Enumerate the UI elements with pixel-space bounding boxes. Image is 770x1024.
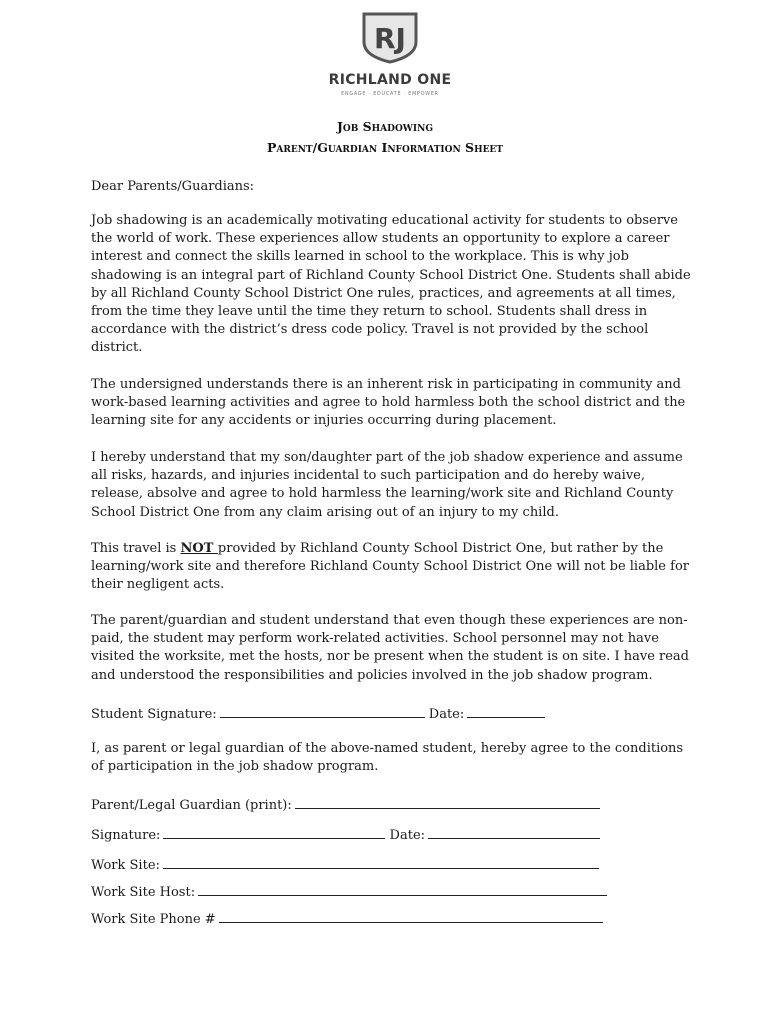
rj-shield-icon bbox=[360, 12, 420, 64]
paragraph-understanding: The parent/guardian and student understand that even though these experiences are non-paid, the student may perform work-related activities. School personnel may not have visited the worksite, met the hosts, nor be present when the student is on site. I have read and understood the responsibilities and policies involved in the job shadow program. bbox=[91, 613, 690, 683]
student-date-label: Date: bbox=[428, 707, 465, 722]
greeting: Dear Parents/Guardians: bbox=[91, 179, 255, 194]
work-site-host-label: Work Site Host: bbox=[91, 885, 196, 900]
work-site-phone-line[interactable] bbox=[219, 909, 603, 923]
travel-text-pre: This travel is bbox=[91, 541, 181, 556]
guardian-print-label: Parent/Legal Guardian (print): bbox=[91, 798, 292, 813]
guardian-print-line[interactable] bbox=[295, 795, 600, 809]
work-site-line[interactable] bbox=[163, 855, 599, 869]
guardian-signature-line[interactable] bbox=[163, 825, 385, 839]
guardian-signature-label: Signature: bbox=[91, 828, 161, 843]
student-signature-row bbox=[91, 704, 545, 722]
guardian-signature-row bbox=[91, 825, 600, 843]
guardian-date-label: Date: bbox=[389, 828, 426, 843]
student-signature-label: Student Signature: bbox=[91, 707, 217, 722]
paragraph-risk: The undersigned understands there is an inherent risk in participating in community and work-based learning activities and agree to hold harmless both the school district and the learning site for any accidents or injuries occurring during placement. bbox=[91, 377, 686, 429]
logo-monogram: RJ bbox=[374, 22, 406, 55]
work-site-phone-row bbox=[91, 909, 603, 927]
work-site-host-row bbox=[91, 882, 607, 900]
paragraph-waiver: I hereby understand that my son/daughter part of the job shadow experience and assume all risks, hazards, and injuries incidental to such participation and do hereby waive, release, absolve and agree to hold harmless the learning/work site and Richland County School District One from any claim arising out of an injury to my child. bbox=[91, 450, 683, 520]
work-site-label: Work Site: bbox=[91, 858, 160, 873]
work-site-host-line[interactable] bbox=[198, 882, 607, 896]
richland-one-logo bbox=[300, 12, 480, 97]
paragraph-guardian-agreement: I, as parent or legal guardian of the above-named student, hereby agree to the conditions of participation in the job shadow program. bbox=[91, 741, 684, 775]
work-site-row bbox=[91, 855, 599, 873]
logo-tagline: ENGAGE · EDUCATE · EMPOWER bbox=[341, 92, 439, 97]
paragraph-travel bbox=[91, 540, 691, 595]
guardian-date-line[interactable] bbox=[428, 825, 600, 839]
travel-not-emphasis: NOT bbox=[180, 541, 218, 556]
document-title: Job Shadowing bbox=[336, 119, 434, 134]
logo-brand-text: RICHLAND ONE bbox=[328, 72, 452, 88]
paragraph-intro: Job shadowing is an academically motivating educational activity for students to observe the world of work. These experiences allow students an opportunity to explore a career interest and connect the skills learned in school to the workplace. This is why job shadowing is an integral part of Richland County School District One. Students shall abide by all Richland County School District One rules, practices, and agreements at all times, from the time they leave until the time they return to school. Students shall dress in accordance with the district’s dress code policy. Travel is not provided by the school district. bbox=[91, 213, 691, 356]
guardian-print-row bbox=[91, 795, 600, 813]
document-subtitle: Parent/Guardian Information Sheet bbox=[266, 140, 503, 155]
student-date-line[interactable] bbox=[467, 704, 545, 718]
student-signature-line[interactable] bbox=[220, 704, 425, 718]
work-site-phone-label: Work Site Phone # bbox=[91, 912, 216, 927]
travel-text-post: provided by Richland County School District One, but rather by the learning/work site and therefore Richland County School District One will not be liable for their negligent acts. bbox=[91, 541, 689, 593]
